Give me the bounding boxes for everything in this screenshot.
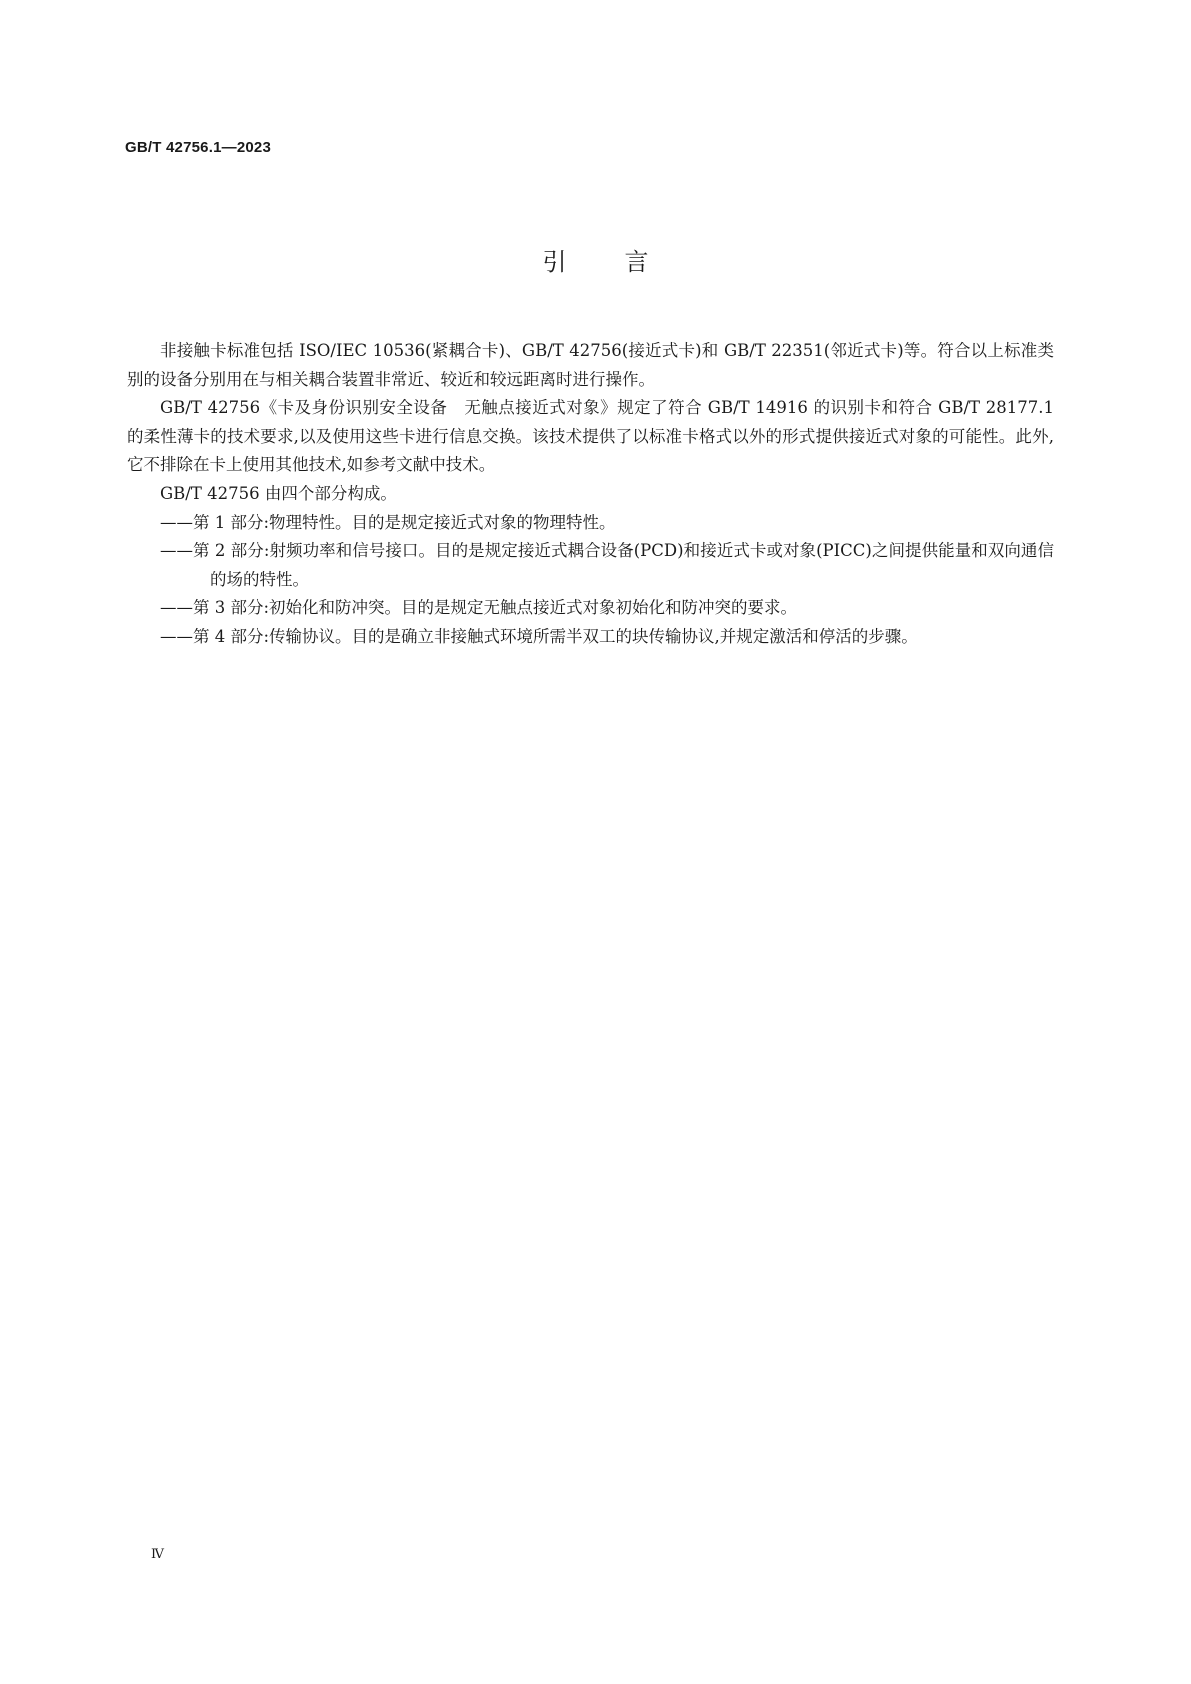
page-number: Ⅳ (151, 1547, 164, 1562)
list-item-part-1: ——第 1 部分:物理特性。目的是规定接近式对象的物理特性。 (160, 512, 616, 532)
page-title: 引言 (542, 248, 707, 276)
standard-code: GB/T 42756.1—2023 (125, 139, 271, 156)
paragraph-parts-intro: GB/T 42756 由四个部分构成。 (160, 483, 397, 503)
list-item-part-3: ——第 3 部分:初始化和防冲突。目的是规定无触点接近式对象初始化和防冲突的要求。 (160, 598, 798, 618)
paragraph-scope: 非接触卡标准包括 ISO/IEC 10536(紧耦合卡)、GB/T 42756(接近式卡)和 GB/T 22351(邻近式卡)等。符合以上标准类别的设备分别用在与相关耦合装置非常近、较近和较远距离时进行操作。 (127, 341, 1054, 389)
paragraph-standard-description: GB/T 42756《卡及身份识别安全设备 无触点接近式对象》规定了符合 GB/T 14916 的识别卡和符合 GB/T 28177.1 的柔性薄卡的技术要求,以及使用这些卡进行信息交换。该技术提供了以标准卡格式以外的形式提供接近式对象的可能性。此外,它不排除在卡上使用其他技术,如参考文献中技术。 (127, 398, 1054, 475)
introduction-body (127, 337, 1054, 652)
list-item-part-4: ——第 4 部分:传输协议。目的是确立非接触式环境所需半双工的块传输协议,并规定激活和停活的步骤。 (160, 626, 918, 646)
list-item-part-2: ——第 2 部分:射频功率和信号接口。目的是规定接近式耦合设备(PCD)和接近式卡或对象(PICC)之间提供能量和双向通信的场的特性。 (160, 541, 1054, 589)
